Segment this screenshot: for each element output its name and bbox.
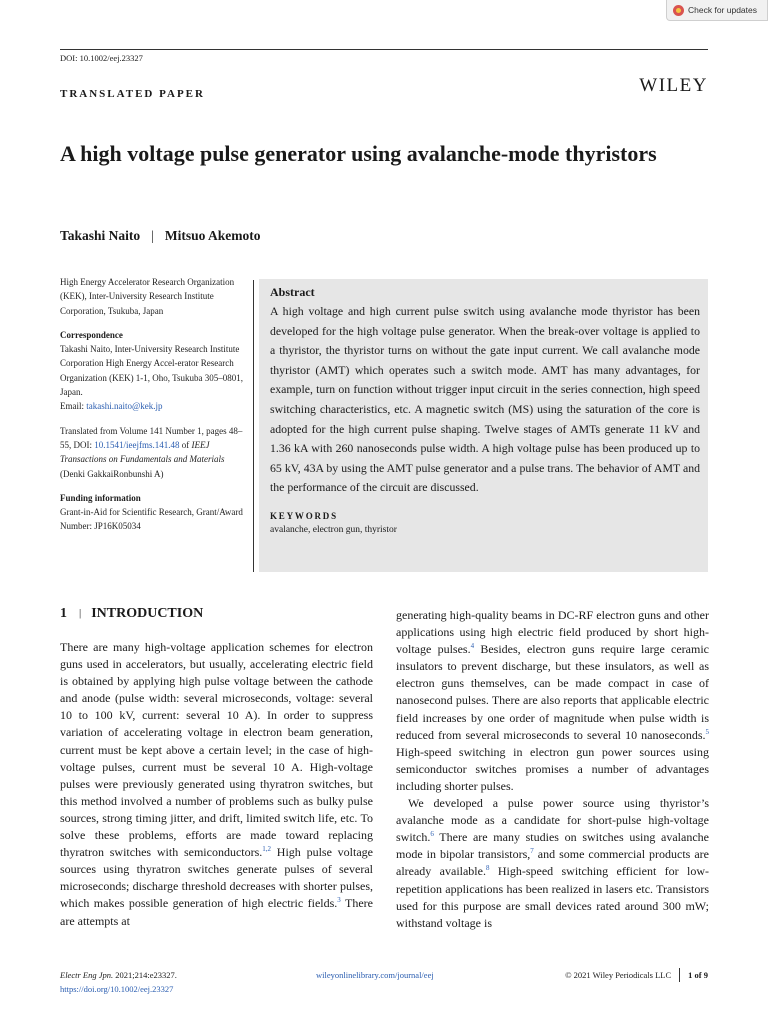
paragraph-text: High-speed switching in electron gun power sources using semiconductor switches promises a number of advantages including shorter pulses. [396, 744, 709, 793]
affiliation-block [60, 275, 246, 318]
author-separator: | [151, 228, 154, 243]
publisher-logo: WILEY [639, 75, 708, 96]
footer-journal-line [60, 968, 177, 982]
check-for-updates-button[interactable] [666, 0, 768, 21]
paper-title: A high voltage pulse generator using avalanche-mode thyristors [60, 141, 657, 166]
citation-link[interactable]: 1,2 [262, 845, 272, 854]
section-number: 1 [60, 606, 67, 621]
footer-site-link[interactable]: wileyonlinelibrary.com/journal/eej [316, 970, 434, 980]
abstract-box [259, 279, 708, 572]
body-paragraph [396, 607, 709, 795]
section-heading [60, 605, 373, 622]
translation-text [60, 424, 246, 481]
sidebar-divider [253, 280, 254, 572]
footer-citation-text: 2021;214:e23327. [113, 970, 177, 980]
paragraph-text: and some commercial products are already available. [396, 847, 709, 879]
keywords-heading: KEYWORDS [270, 510, 338, 521]
paragraph-text: There are attempts at [60, 896, 373, 928]
paragraph-text: There are many high-voltage application schemes for electron guns used in accelerators, but usually, accelerating electric field is obtained by applying high pulse voltage between the cathode and anode (pulse width: several microseconds, voltage: several 10 to 100 kV, current: several 10 A). In order to suppress variation of accelerating voltage in electron beam generation, current must be kept above a certain level; in the case of high-voltage pulses, current must be several 10 A. High-voltage pulses were previously generated using thyratron switches, but this method involved a number of problems such as bulky pulse sources, strong timing jitter, and drift, limited switch life, etc. To solve these problems, efforts are made toward replacing thyratron switches with semiconductors. [60, 640, 373, 860]
correspondence-block [60, 328, 246, 414]
translated-doi-link[interactable]: 10.1541/ieejfms.141.48 [94, 439, 180, 450]
section-label: TRANSLATED PAPER [60, 88, 205, 100]
paragraph-text: High pulse voltage sources using thyratron switches generate pulses of several microseconds; discharge threshold decreases with shorter pulses, which makes possible generation of high electric fields. [60, 845, 373, 911]
footer-citation [60, 968, 177, 996]
email-link[interactable]: takashi.naito@kek.jp [86, 401, 163, 412]
paragraph-text: High-speed switching efficient for low-repetition applications has been realized in lasers etc. Transistors used for this purpose are small devices rated around 300 mW; withstand voltage is [396, 864, 709, 930]
check-for-updates-label: Check for updates [688, 5, 757, 15]
translation-prefix: Translated from Volume 141 Number 1, pages 48–55, DOI: [60, 425, 243, 450]
paragraph-text: We developed a pulse power source using thyristor’s avalanche mode as a candidate for short-pulse high-voltage switch. [396, 796, 709, 845]
citation-link[interactable]: 8 [485, 864, 490, 873]
paragraph-text: There are many studies on switches using avalanche mode in bipolar transistors, [396, 830, 709, 862]
author-name[interactable]: Mitsuo Akemoto [164, 228, 261, 243]
crossmark-icon [673, 5, 684, 16]
source-journal: IEEJ Transactions on Fundamentals and Materials [60, 439, 225, 465]
email-label: Email: [60, 401, 87, 412]
abstract-text: A high voltage and high current pulse switch using avalanche mode thyristor has been developed for the high voltage pulse generator. When the break-over voltage is applied to a thyristor, the thyristor turns on without the gate input current. We call avalanche mode thyristor (AMT) which operates such a switch mode. AMT has many advantages, for example, turn on function without trigger input circuit in the series connection, high speed switching characteristics, etc. A magnetic switch (MS) using the saturation of the core is adopted for the high current pulse shaping. Twelve stages of AMTs generate 11 kV and 1.36 kA with 260 nanoseconds pulse width. A high voltage pulse has been produced up to 65 kV, 43A by using the AMT pulse generator and a pulse trans. The behavior of AMT and the performance of the circuit are discussed. [270, 304, 700, 495]
article-sidebar [60, 275, 246, 544]
affiliation-text: High Energy Accelerator Research Organization (KEK), Inter-University Research Institute Corporation, Tsukuba, Japan [60, 277, 235, 316]
header-rule [60, 49, 708, 50]
doi-line: DOI: 10.1002/eej.23327 [60, 53, 143, 63]
author-name[interactable]: Takashi Naito [60, 228, 141, 243]
translation-note [60, 424, 246, 481]
keywords-list: avalanche, electron gun, thyristor [270, 524, 397, 535]
citation-link[interactable]: 4 [470, 642, 475, 651]
abstract-heading: Abstract [270, 285, 315, 299]
citation-link[interactable]: 5 [705, 727, 709, 736]
translation-suffix: (Denki GakkaiRonbunshi A) [60, 468, 164, 479]
citation-link[interactable]: 6 [430, 830, 434, 839]
funding-heading: Funding information [60, 492, 141, 503]
funding-block [60, 491, 246, 534]
body-paragraph [396, 795, 709, 932]
email-line [60, 399, 246, 413]
citation-link[interactable]: 7 [530, 847, 534, 856]
correspondence-text: Takashi Naito, Inter-University Research Institute Corporation High Energy Accel-erator Research Organization (KEK) 1-1, Oho, Tsukuba 305–0801, Japan. [60, 344, 244, 398]
footer-right [565, 968, 708, 982]
citation-link[interactable]: 3 [337, 896, 341, 905]
translation-of: of [179, 439, 192, 450]
paragraph-text: generating high-quality beams in DC-RF electron guns and other applications using high electric field produced by short high-voltage pulses. [396, 608, 709, 657]
footer-doi-link[interactable]: https://doi.org/10.1002/eej.23327 [60, 984, 174, 994]
paragraph-text: Besides, electron guns require large ceramic insulators to prevent discharge, but these insulators, as well as electron guns themselves, can be made compact in case of nanosecond pulses. There are also reports that applicable electric field increases by one order of magnitude when pulse width is reduced from several microseconds to several 10 nanoseconds. [396, 642, 710, 742]
body-column-right [396, 607, 709, 932]
funding-text: Grant-in-Aid for Scientific Research, Grant/Award Number: JP16K05034 [60, 507, 243, 532]
correspondence-heading: Correspondence [60, 329, 123, 340]
copyright-text: © 2021 Wiley Periodicals LLC [565, 970, 672, 980]
author-list [60, 228, 260, 244]
body-paragraph [60, 639, 373, 930]
section-title: INTRODUCTION [91, 606, 204, 621]
body-column-left [60, 605, 373, 930]
section-heading-separator: | [79, 607, 82, 619]
footer-journal: Electr Eng Jpn. [60, 970, 114, 980]
page-number: 1 of 9 [679, 968, 708, 982]
